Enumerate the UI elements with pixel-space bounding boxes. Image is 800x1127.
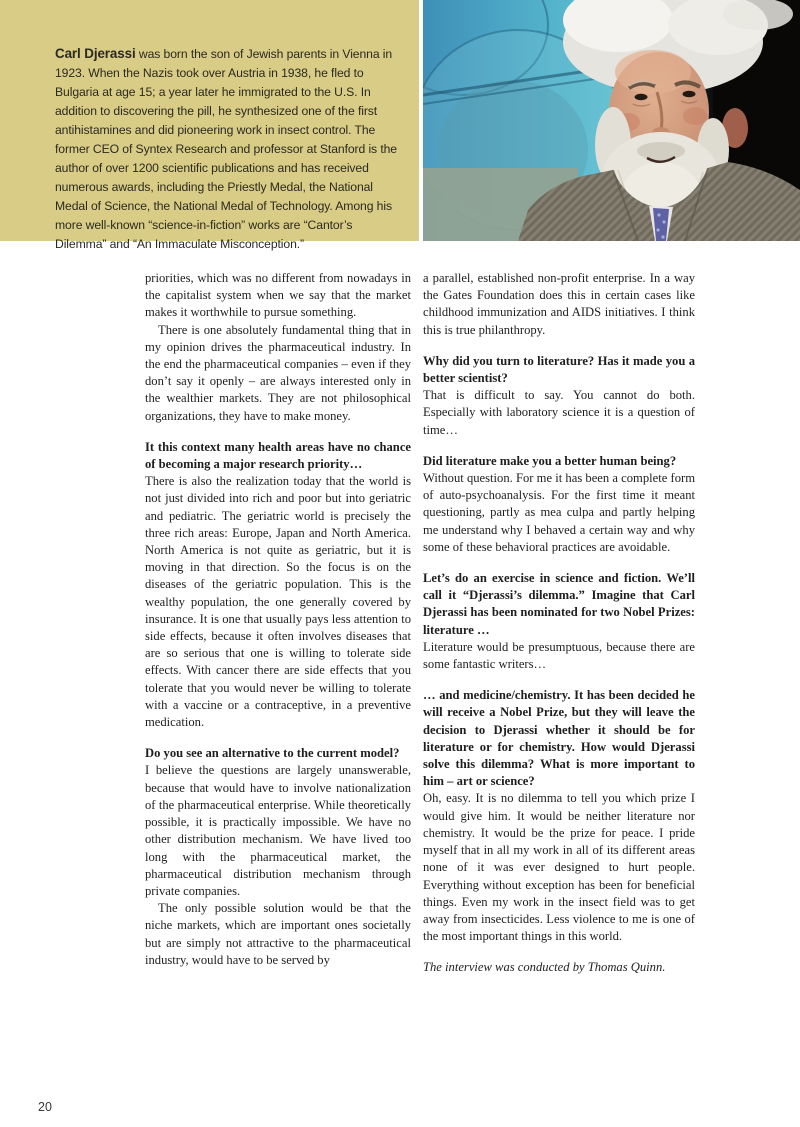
paragraph-q: Do you see an alternative to the current model?	[145, 746, 400, 761]
paragraph-para: The only possible solution would be that the niche markets, which are important ones societally but are simply not attractive to the pharmaceutical industry, would have to be served by	[145, 901, 411, 967]
bio-box	[0, 0, 419, 251]
column-right	[423, 270, 695, 977]
paragraph-a: That is difficult to say. You cannot do both. Especially with laboratory science it is a question of time…	[423, 388, 695, 437]
paragraph-cont: priorities, which was no different from nowadays in the capitalist system when we say that the market makes it worthwhile to pursue something.	[145, 271, 411, 320]
paragraph-a: Literature would be presumptuous, because there are some fantastic writers…	[423, 639, 695, 672]
paragraph-q: Did literature make you a better human being?	[423, 453, 677, 468]
portrait-photo	[423, 0, 800, 241]
paragraph-a: Without question. For me it has been a complete form of auto-psychoanalysis. For the first time it meant questioning, partly as mea culpa and partly helping me understand why I behaved a certain way and why some of these behavioral practices are avoidable.	[423, 471, 695, 554]
column-left	[145, 270, 411, 969]
paragraph-q: … and medicine/chemistry. It has been decided he will receive a Nobel Prize, but they will leave the decision to Djerassi whether it should be for literature or for chemistry. How would Djerassi solve this dilemma? What is more important to him – art or science?	[423, 688, 695, 789]
bio-text: was born the son of Jewish parents in Vienna in 1923. When the Nazis took over Austria in 1938, he fled to Bulgaria at age 15; a year later he immigrated to the U.S. In addition to discovering the pill, he synthesized one of the first antihistamines and did pioneering work in insect control. The former CEO of Syntex Research and professor at Stanford is the author of over 1200 scientific publications and has received numerous awards, including the Priestly Medal, the National Medal of Science, the National Medal of Technology. Among his more well-known “science-in-fiction” works are “Cantor’s Dilemma” and “An Immaculate Misconception.”	[55, 47, 397, 251]
paragraph-a: Oh, easy. It is no dilemma to tell you which prize I would give him. It would be neither literature nor chemistry. It would be the prize for peace. I pride myself that in all my work in all of its different areas none of it was ever designed to hurt people. Everything without exception has been for beneficial things. Even my work in the insect field was to get away from insecticides. Less violence to me is one of the most important things in this world.	[423, 791, 695, 944]
paragraph-a: There is also the realization today that the world is not just divided into rich and poor but into geriatric and pediatric. The geriatric world is precisely the three rich areas: Europe, Japan and North America. North America is not quite as geriatric, but it is moving in that direction. So the focus is on the diseases of the geriatric population. This is the wealthy population, the one generally covered by insurance. It is one that usually pays less attention to side effects, because it often involves diseases that are so serious that one is willing to tolerate side effects. With cancer there are side effects that you tolerate that you would never be willing to tolerate with a vaccine or a contraceptive, in a preventive medication.	[145, 474, 411, 730]
paragraph-para: There is one absolutely fundamental thing that in my opinion drives the pharmaceutical industry. In the end the pharmaceutical companies – even if they don’t say it openly – are always interested only in the wealthier markets. They are not philosophical organizations, they have to make money.	[145, 322, 411, 423]
bio-lead-name: Carl Djerassi	[55, 46, 136, 61]
paragraph-q: Why did you turn to literature? Has it made you a better scientist?	[423, 353, 695, 386]
paragraph-q: It this context many health areas have no chance of becoming a major research priority…	[145, 439, 411, 472]
paragraph-a: I believe the questions are largely unanswerable, because that would have to involve nationalization of the pharmaceutical enterprise. While theoretically possible, it is practically impossible. We have no other distribution mechanism. We have lived too long with the pharmaceutical market, the pharmaceutical distribution mechanism through private companies.	[145, 763, 411, 898]
paragraph-q: Let’s do an exercise in science and fiction. We’ll call it “Djerassi’s dilemma.” Imagine that Carl Djerassi has been nominated for two Nobel Prizes: literature …	[423, 571, 695, 637]
portrait-illustration	[423, 0, 800, 241]
paragraph-credit: The interview was conducted by Thomas Quinn.	[423, 960, 666, 975]
page-number: 20	[38, 1100, 52, 1114]
paragraph-cont: a parallel, established non-profit enterprise. In a way the Gates Foundation does this in certain cases like childhood immunization and AIDS initiatives. I think this is true philanthropy.	[423, 271, 695, 337]
